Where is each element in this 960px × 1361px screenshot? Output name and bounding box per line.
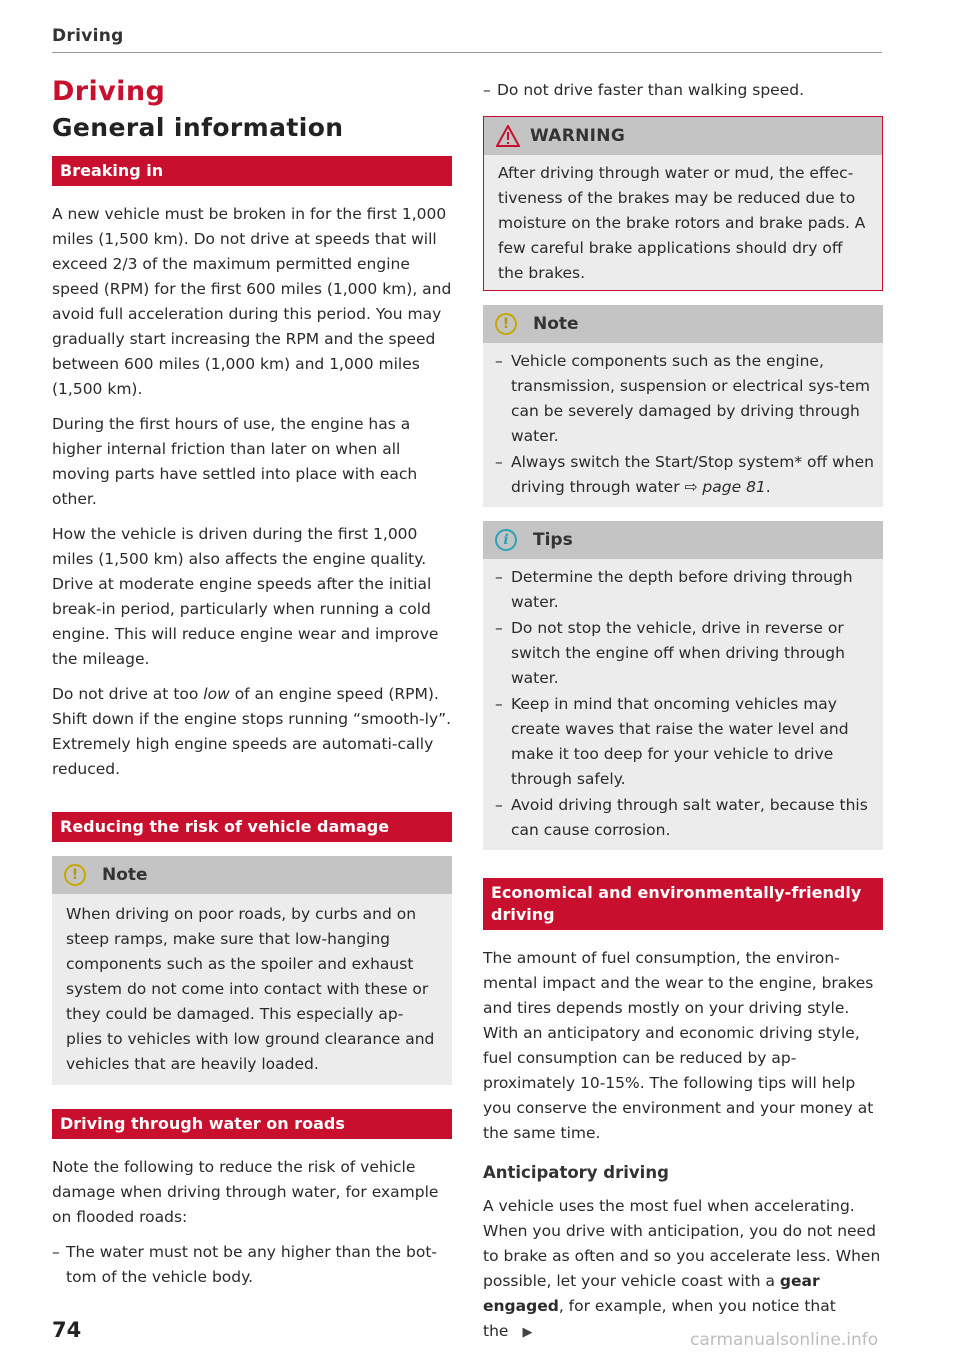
- note-header: [483, 305, 883, 343]
- page-number: 74: [52, 1318, 82, 1342]
- note-box-water: [483, 305, 883, 507]
- list-item: – Keep in mind that oncoming vehicles may create waves that raise the water level and make it too deep for your vehicle to drive through safely.: [483, 692, 883, 792]
- water-list-continued: [483, 78, 883, 103]
- continued-arrow-icon: ▶: [522, 1325, 533, 1340]
- breaking-in-paragraph-1: A new vehicle must be broken in for the first 1,000 miles (1,500 km). Do not drive at speeds that will exceed 2/3 of the maximum permitted engine speed (RPM) for the first 600 miles (1,000 km), and avoid full acceleration during this period. You may gradually start increasing the RPM and the speed between 600 miles (1,000 km) and 1,000 miles (1,500 km).: [52, 205, 452, 398]
- eco-driving-heading: Economical and environmentally-friendly driving: [483, 878, 883, 930]
- tips-body: [483, 559, 883, 850]
- warning-triangle-icon: [496, 125, 520, 147]
- water-intro: Note the following to reduce the risk of vehicle damage when driving through water, for example on flooded roads:: [52, 1158, 439, 1226]
- warning-header: [484, 117, 882, 155]
- water-heading: Driving through water on roads: [52, 1109, 452, 1139]
- exclamation-circle-icon: !: [495, 313, 517, 335]
- eco-paragraph-2: A vehicle uses the most fuel when accelerating. When you drive with anticipation, you do not need to brake as often and so you accelerate less. When possible, let your vehicle coast with a gear engaged, for example, when you notice that the ▶: [483, 1197, 881, 1340]
- section-title: General information: [52, 113, 344, 142]
- warning-body: [484, 155, 882, 290]
- page-reference-link[interactable]: ⇨ page 81: [684, 478, 766, 496]
- anticipatory-driving-heading: Anticipatory driving: [483, 1163, 669, 1182]
- list-item: – Do not drive faster than walking speed.: [483, 78, 883, 103]
- breaking-in-heading: Breaking in: [52, 156, 452, 186]
- note-header: [52, 856, 452, 894]
- warning-box: [483, 116, 883, 291]
- note-box-vehicle-damage: [52, 856, 452, 1085]
- header-rule: [52, 52, 882, 53]
- info-circle-icon: i: [495, 529, 517, 551]
- breaking-in-paragraph-3: How the vehicle is driven during the first 1,000 miles (1,500 km) also affects the engine quality. Drive at moderate engine speeds after the initial break-in period, particularly when running a cold engine. This will reduce engine wear and improve the mileage.: [52, 525, 439, 668]
- breaking-in-paragraph-4: Do not drive at too low of an engine speed (RPM). Shift down if the engine stops running “smooth-ly”. Extremely high engine speeds are automati-cally reduced.: [52, 685, 452, 778]
- list-item: – Vehicle components such as the engine, transmission, suspension or electrical sys-tem can be severely damaged by driving through water.: [483, 349, 883, 449]
- note-label: Note: [102, 865, 148, 885]
- note-list: [483, 349, 883, 500]
- exclamation-circle-icon: !: [64, 864, 86, 886]
- list-item: – Avoid driving through salt water, because this can cause corrosion.: [483, 793, 883, 843]
- note-label: Note: [533, 314, 579, 334]
- eco-paragraph-1: The amount of fuel consumption, the environ-mental impact and the wear to the engine, brakes and tires depends mostly on your driving style. With an anticipatory and economic driving style, fuel consumption can be reduced by ap-proximately 10-15%. The following tips will help you conserve the environment and your money at the same time.: [483, 949, 874, 1142]
- tips-label: Tips: [533, 530, 573, 550]
- running-head: Driving: [52, 26, 124, 46]
- list-item: – Determine the depth before driving through water.: [483, 565, 883, 615]
- right-column: [483, 78, 883, 1345]
- note-text: When driving on poor roads, by curbs and on steep ramps, make sure that low-hanging components such as the spoiler and exhaust system do not come into contact with these or they could be damaged. This especially ap-plies to vehicles with low ground clearance and vehicles that are heavily loaded.: [66, 905, 435, 1073]
- chapter-title: Driving: [52, 76, 166, 107]
- note-body: [52, 894, 452, 1085]
- tips-box: [483, 521, 883, 850]
- warning-label: WARNING: [530, 126, 626, 146]
- warning-text: After driving through water or mud, the effec-tiveness of the brakes may be reduced due to moisture on the brake rotors and brake pads. A few careful brake applications should dry off the brakes.: [498, 164, 866, 282]
- list-item: – Always switch the Start/Stop system* off when driving through water ⇨ page 81.: [483, 450, 883, 500]
- tips-list: [483, 565, 883, 843]
- tips-header: [483, 521, 883, 559]
- vehicle-damage-heading: Reducing the risk of vehicle damage: [52, 812, 452, 842]
- left-column: [52, 76, 452, 1291]
- list-item: – The water must not be any higher than the bot-tom of the vehicle body.: [52, 1240, 452, 1290]
- list-item: – Do not stop the vehicle, drive in reverse or switch the engine off when driving through water.: [483, 616, 883, 691]
- note-body: [483, 343, 883, 507]
- breaking-in-paragraph-2: During the first hours of use, the engine has a higher internal friction than later on when all moving parts have settled into place with each other.: [52, 415, 418, 508]
- watermark: carmanualsonline.info: [690, 1330, 879, 1350]
- water-list: [52, 1240, 452, 1290]
